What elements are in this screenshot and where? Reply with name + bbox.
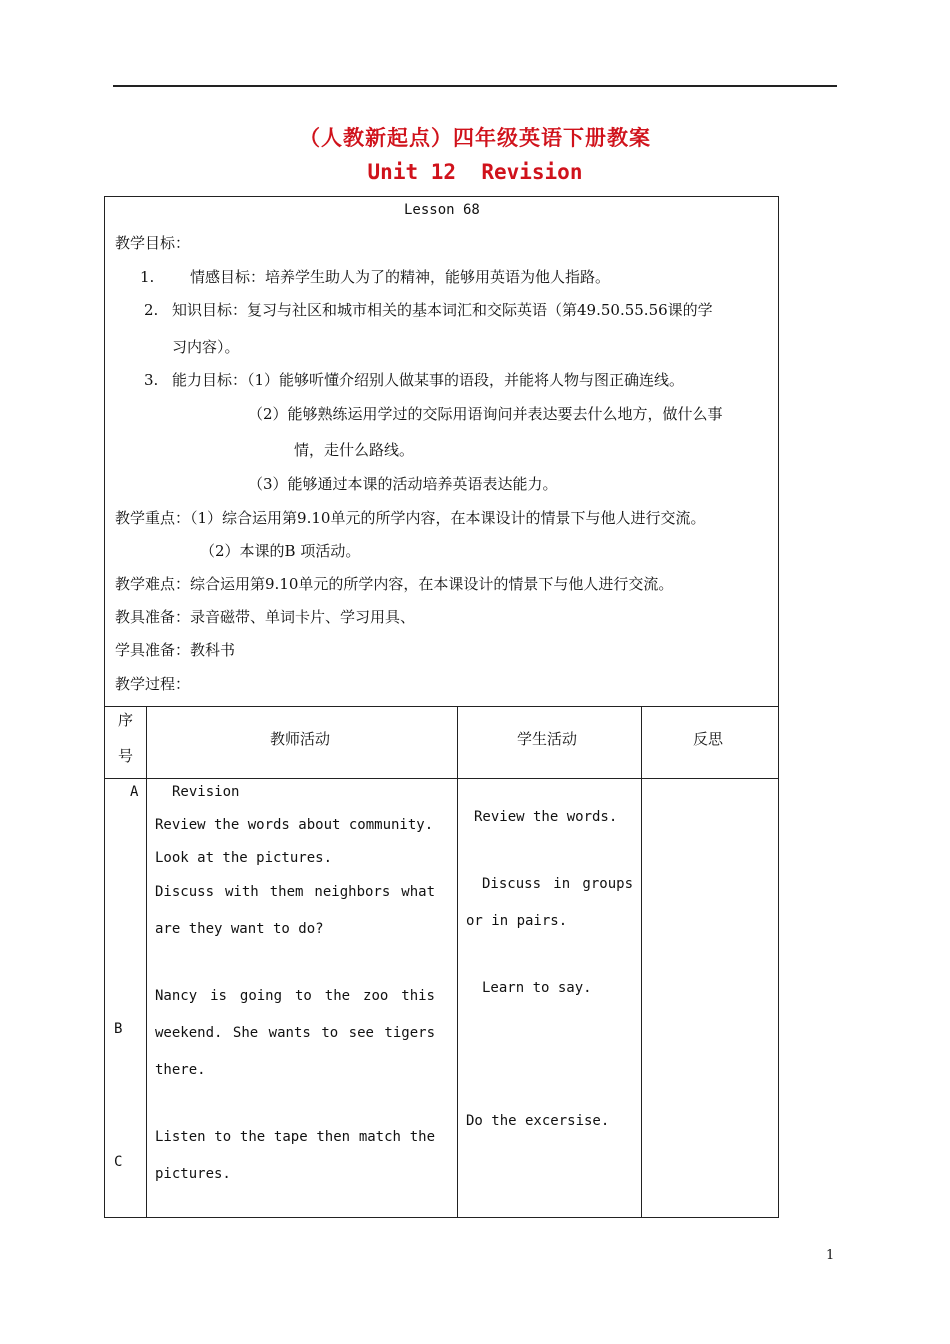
seq-b: B [114,1021,123,1037]
teacher-nancy-line-2: weekend. She wants to see tigers [155,1025,435,1041]
teacher-look-pictures: Look at the pictures. [155,850,333,866]
goals-heading: 教学目标： [115,234,191,252]
goal-1-number: 1. [140,268,155,286]
goal-2-number: 2. [144,301,159,319]
table-col-divider-2 [457,706,458,1217]
teacher-revision: Revision [172,784,240,800]
teaching-tools: 教具准备：录音磁带、单词卡片、学习用具、 [115,608,416,626]
header-teacher-activity: 教师活动 [270,730,331,748]
teaching-focus: 教学重点：（1）综合运用第9.10单元的所学内容，在本课设计的情景下与他人进行交流。 [115,509,706,527]
document-subtitle: Unit 12 Revision [367,160,583,184]
goal-3-item-3: （3）能够通过本课的活动培养英语表达能力。 [248,475,558,493]
goal-2-text: 知识目标：复习与社区和城市相关的基本词汇和交际英语（第49.50.55.56课的学 [172,301,713,319]
goal-2-continued: 习内容）。 [172,338,240,356]
teaching-process: 教学过程： [115,675,191,693]
teacher-nancy-line-3: there. [155,1062,206,1078]
student-discuss-line-1: Discuss in groups [482,876,633,892]
teacher-nancy-line-1: Nancy is going to the zoo this [155,988,435,1004]
table-col-divider-1 [146,706,147,1217]
teacher-discuss-line-2: are they want to do? [155,921,324,937]
student-prep: 学具准备：教科书 [115,641,236,659]
teacher-review-words: Review the words about community. [155,817,434,833]
goal-3-item-2: （2）能够熟练运用学过的交际用语询问并表达要去什么地方，做什么事 [248,405,723,423]
teacher-discuss-line-1: Discuss with them neighbors what [155,884,435,900]
lesson-label: Lesson 68 [404,202,480,218]
student-review-words: Review the words. [474,809,618,825]
teacher-listen-line-2: pictures. [155,1166,231,1182]
table-col-divider-3 [641,706,642,1217]
header-rule [113,85,837,87]
table-header-divider [104,778,778,779]
teaching-difficulty: 教学难点：综合运用第9.10单元的所学内容，在本课设计的情景下与他人进行交流。 [115,575,674,593]
teacher-listen-line-1: Listen to the tape then match the [155,1129,435,1145]
header-reflection: 反思 [693,730,724,748]
teaching-focus-2: （2）本课的B 项活动。 [200,542,361,560]
goal-3-item-2-continued: 情，走什么路线。 [294,441,415,459]
student-do-exercise: Do the excersise. [466,1113,610,1129]
student-discuss-line-2: or in pairs. [466,913,568,929]
seq-a: A [130,784,139,800]
table-top-border [104,706,778,707]
goal-3-number: 3. [144,371,159,389]
goal-3-text: 能力目标：（1）能够听懂介绍别人做某事的语段，并能将人物与图正确连线。 [172,371,685,389]
goal-1-text: 情感目标：培养学生助人为了的精神，能够用英语为他人指路。 [190,268,611,286]
header-seq-1: 序 [118,711,134,729]
student-learn-say: Learn to say. [482,980,592,996]
page-number: 1 [826,1248,835,1263]
document-title: （人教新起点）四年级英语下册教案 [299,126,651,150]
seq-c: C [114,1154,123,1170]
header-seq-2: 号 [118,747,134,765]
header-student-activity: 学生活动 [517,730,578,748]
